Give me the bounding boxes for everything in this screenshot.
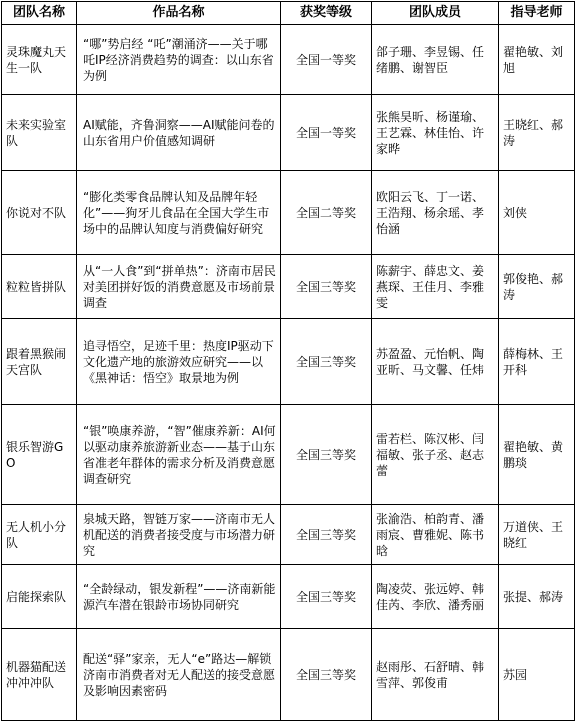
team-name-cell: 跟着黑猴闹天宫队 xyxy=(2,319,77,405)
award-level-cell: 全国一等奖 xyxy=(281,95,372,171)
table-row xyxy=(2,629,575,721)
work-title-cell: 泉城天路，智链万家——济南市无人机配送的消费者接受度与市场潜力研究 xyxy=(77,505,281,565)
advisor-cell: 苏园 xyxy=(499,629,575,721)
award-level-cell: 全国三等奖 xyxy=(281,405,372,505)
team-name-cell: 机器猫配送冲冲冲队 xyxy=(2,629,77,721)
header-row xyxy=(2,2,575,25)
advisor-cell: 张提、郝涛 xyxy=(499,565,575,629)
table-row xyxy=(2,95,575,171)
members-cell: 陶凌荧、张远婷、韩佳芮、李欣、潘秀丽 xyxy=(372,565,499,629)
award-level-cell: 全国三等奖 xyxy=(281,505,372,565)
members-cell: 雷若栏、陈汉彬、闫福敏、张子丞、赵志蕾 xyxy=(372,405,499,505)
advisor-cell: 郭俊艳、郝涛 xyxy=(499,255,575,319)
table-row xyxy=(2,405,575,505)
team-name-cell: 未来实验室队 xyxy=(2,95,77,171)
award-level-cell: 全国一等奖 xyxy=(281,25,372,95)
table-row xyxy=(2,505,575,565)
members-cell: 陈薪宇、薛忠文、姜燕琛、王佳月、李雅雯 xyxy=(372,255,499,319)
advisor-cell: 翟艳敏、刘旭 xyxy=(499,25,575,95)
work-title-cell: 追寻悟空，足迹千里：热度IP驱动下文化遗产地的旅游效应研究——以《黑神话：悟空》取景地为例 xyxy=(77,319,281,405)
work-title-cell: AI赋能，齐鲁洞察——AI赋能问卷的山东省用户价值感知调研 xyxy=(77,95,281,171)
team-name-cell: 粒粒皆拼队 xyxy=(2,255,77,319)
work-title-cell: 从“一人食”到“拼单热”：济南市居民对美团拼好饭的消费意愿及市场前景调查 xyxy=(77,255,281,319)
table-row xyxy=(2,171,575,255)
work-title-cell: “银”唤康养游，“智”催康养新：AI何以驱动康养旅游新业态——基于山东省准老年群体的需求分析及消费意愿调查研究 xyxy=(77,405,281,505)
advisor-cell: 薛梅林、王开科 xyxy=(499,319,575,405)
header-award-level: 获奖等级 xyxy=(281,2,372,25)
work-title-cell: “哪”势启经 “吒”潮涌济——关于哪吒IP经济消费趋势的调查：以山东省为例 xyxy=(77,25,281,95)
award-level-cell: 全国二等奖 xyxy=(281,171,372,255)
table-row xyxy=(2,565,575,629)
team-name-cell: 启能探索队 xyxy=(2,565,77,629)
award-level-cell: 全国三等奖 xyxy=(281,565,372,629)
members-cell: 赵雨彤、石舒晴、韩雪萍、郭俊甫 xyxy=(372,629,499,721)
team-name-cell: 银乐智游GO xyxy=(2,405,77,505)
header-team-name: 团队名称 xyxy=(2,2,77,25)
members-cell: 苏盈盈、元怡帆、陶亚昕、马文馨、任炜 xyxy=(372,319,499,405)
advisor-cell: 王晓红、郝涛 xyxy=(499,95,575,171)
table-row xyxy=(2,319,575,405)
team-name-cell: 无人机小分队 xyxy=(2,505,77,565)
members-cell: 张熊昊昕、杨谨瑜、王艺霖、林佳怡、许家晔 xyxy=(372,95,499,171)
awards-table xyxy=(1,1,575,721)
advisor-cell: 万道侠、王晓红 xyxy=(499,505,575,565)
header-work-title: 作品名称 xyxy=(77,2,281,25)
team-name-cell: 灵珠魔丸天生一队 xyxy=(2,25,77,95)
work-title-cell: “膨化类零食品牌认知及品牌年轻化”——狗牙儿食品在全国大学生市场中的品牌认知度与消费偏好研究 xyxy=(77,171,281,255)
advisor-cell: 刘侠 xyxy=(499,171,575,255)
members-cell: 欧阳云飞、丁一诺、王浩翔、杨余瑶、孝怡涵 xyxy=(372,171,499,255)
award-level-cell: 全国三等奖 xyxy=(281,255,372,319)
work-title-cell: “全龄绿动，银发新程”——济南新能源汽车潜在银龄市场协同研究 xyxy=(77,565,281,629)
members-cell: 张渝浩、柏韵青、潘雨宸、曹雅妮、陈书晗 xyxy=(372,505,499,565)
team-name-cell: 你说对不队 xyxy=(2,171,77,255)
award-level-cell: 全国三等奖 xyxy=(281,319,372,405)
advisor-cell: 翟艳敏、黄鹏琰 xyxy=(499,405,575,505)
members-cell: 郃子珊、李昱锡、任绪鹏、谢智臣 xyxy=(372,25,499,95)
table-row xyxy=(2,25,575,95)
header-members: 团队成员 xyxy=(372,2,499,25)
award-level-cell: 全国三等奖 xyxy=(281,629,372,721)
work-title-cell: 配送“驿”家亲，无人“e”路达—解锁济南市消费者对无人配送的接受意愿及影响因素密码 xyxy=(77,629,281,721)
header-advisor: 指导老师 xyxy=(499,2,575,25)
table-row xyxy=(2,255,575,319)
